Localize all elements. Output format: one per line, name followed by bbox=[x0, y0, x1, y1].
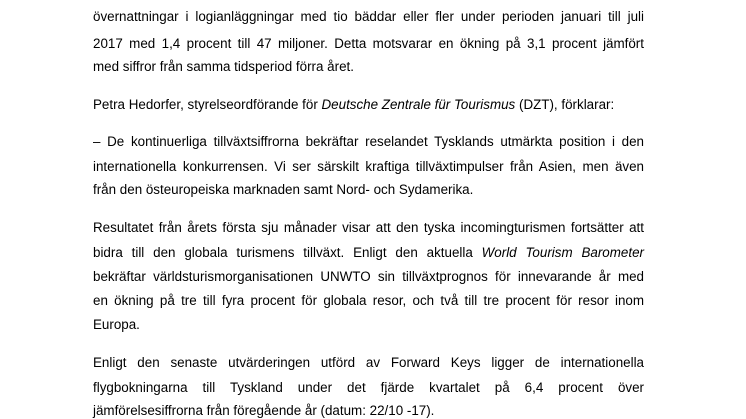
quote-intro-text-end: (DZT), förklarar: bbox=[515, 97, 615, 112]
barometer-name: World Tourism Barometer bbox=[481, 245, 644, 260]
paragraph-line: jämförelsesiffrorna från föregående år (datum: 22/10 -17). bbox=[93, 403, 435, 418]
paragraph-quote-intro bbox=[93, 97, 644, 113]
paragraph-line: bekräftar världsturismorganisationen UNWTO sin tillväxtprognos för innevarande år med bbox=[93, 269, 644, 284]
paragraph-line: med siffror från samma tidsperiod förra året. bbox=[93, 59, 354, 74]
paragraph-line bbox=[93, 245, 644, 261]
paragraph-line: Enligt den senaste utvärderingen utförd av Forward Keys ligger de internationella bbox=[93, 355, 644, 370]
paragraph-line: Resultatet från årets första sju månader visar att den tyska incomingturismen fortsätter att bbox=[93, 220, 644, 235]
organization-name: Deutsche Zentrale für Tourismus bbox=[321, 97, 516, 112]
paragraph-line: internationella konkurrensen. Vi ser särskilt kraftiga tillväxtimpulser från Asien, men även bbox=[93, 159, 644, 174]
paragraph-line: – De kontinuerliga tillväxtsiffrorna bekräftar reselandet Tysklands utmärkta position i den bbox=[93, 134, 644, 149]
paragraph-line: 2017 med 1,4 procent till 47 miljoner. Detta motsvarar en ökning på 3,1 procent jämfört bbox=[93, 36, 644, 51]
paragraph-line: från den östeuropeiska marknaden samt Nord- och Sydamerika. bbox=[93, 182, 474, 197]
paragraph-line: Europa. bbox=[93, 317, 140, 332]
paragraph-line: en ökning på tre till fyra procent för globala resor, och två till tre procent för resor inom bbox=[93, 293, 644, 308]
results-text: bidra till den globala turismens tillväxt. Enligt den aktuella bbox=[93, 245, 482, 260]
quote-intro-text: Petra Hedorfer, styrelseordförande för bbox=[93, 97, 322, 112]
paragraph-line: flygbokningarna till Tyskland under det fjärde kvartalet på 6,4 procent över bbox=[93, 380, 644, 395]
paragraph-line: övernattningar i logianläggningar med tio bäddar eller fler under perioden januari till juli bbox=[93, 9, 644, 24]
